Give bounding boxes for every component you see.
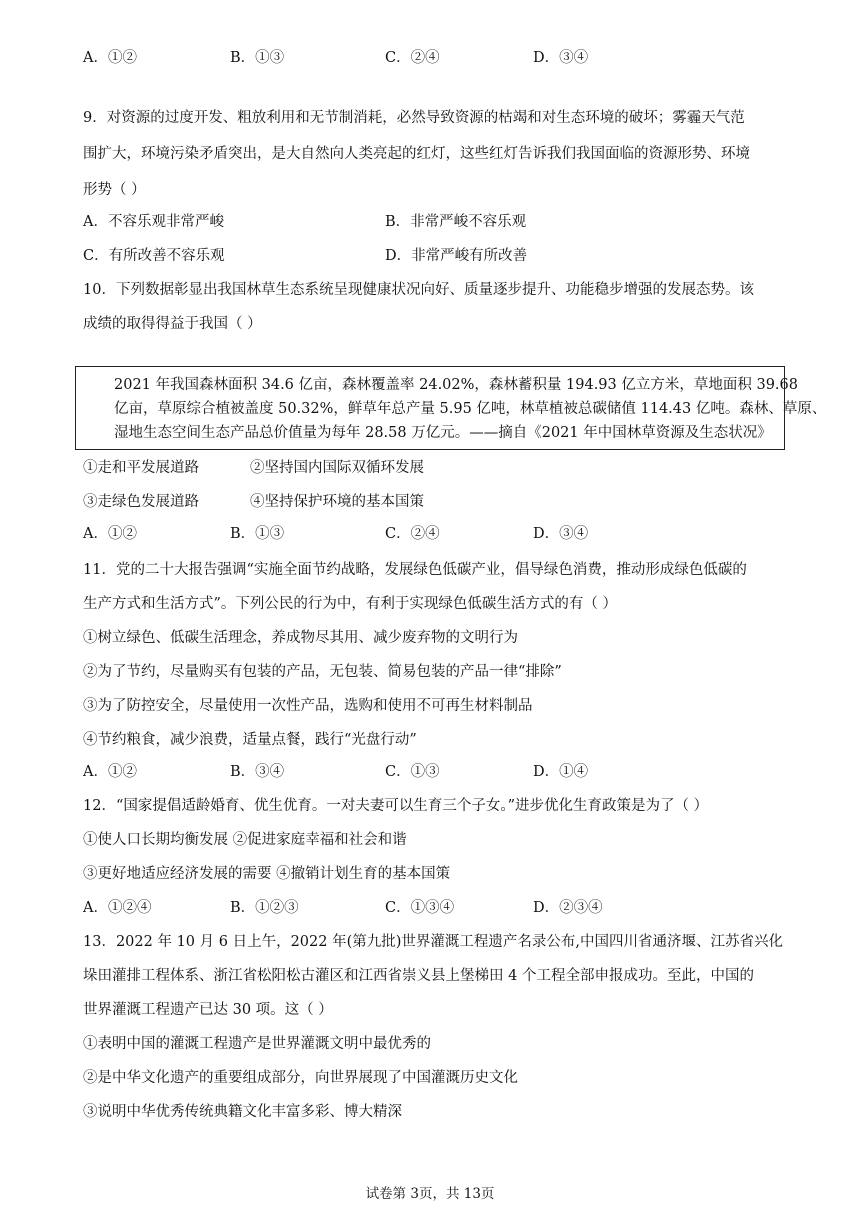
q11-option-a[interactable]: A．①② <box>83 764 137 780</box>
q8-option-a[interactable]: A．①② <box>83 50 137 66</box>
q11-item-1: ①树立绿色、低碳生活理念，养成物尽其用、减少废弃物的文明行为 <box>83 630 518 646</box>
q13-stem-line-3: 世界灌溉工程遗产已达 30 项。这（ ） <box>83 1002 333 1018</box>
q9-option-a[interactable]: A．不容乐观非常严峻 <box>83 214 224 230</box>
q12-item-line-2: ③更好地适应经济发展的需要 ④撤销计划生育的基本国策 <box>83 866 451 882</box>
q8-option-b[interactable]: B．①③ <box>230 50 285 66</box>
q10-material-box <box>75 366 827 450</box>
q10-item-3: ③走绿色发展道路 <box>83 494 199 510</box>
q10-option-b[interactable]: B．①③ <box>230 526 285 542</box>
q13-item-1: ①表明中国的灌溉工程遗产是世界灌溉文明中最优秀的 <box>83 1036 431 1052</box>
q11-option-b[interactable]: B．③④ <box>230 764 285 780</box>
q9-option-b[interactable]: B．非常严峻不容乐观 <box>385 214 527 230</box>
q10-material-line-2: 亿亩，草原综合植被盖度 50.32%，鲜草年总产量 5.95 亿吨，林草植被总碳储值 114.43 亿吨。森林、草原、 <box>114 401 827 417</box>
q9-stem-line-1: 9．对资源的过度开发、粗放利用和无节制消耗，必然导致资源的枯竭和对生态环境的破坏；雾霾天气范 <box>83 110 745 126</box>
q10-option-d[interactable]: D．③④ <box>533 526 589 542</box>
q10-option-c[interactable]: C．②④ <box>385 526 440 542</box>
q11-stem-line-2: 生产方式和生活方式”。下列公民的行为中，有利于实现绿色低碳生活方式的有（ ） <box>83 596 618 612</box>
q11-option-c[interactable]: C．①③ <box>385 764 440 780</box>
q10-material-line-3: 湿地生态空间生态产品总价值量为每年 28.58 万亿元。——摘自《2021 年中国林草资源及生态状况》 <box>114 425 772 441</box>
page-footer: 试卷第 3页，共 13页 <box>365 1186 495 1202</box>
q10-material-line-1: 2021 年我国森林面积 34.6 亿亩，森林覆盖率 24.02%，森林蓄积量 194.93 亿立方米，草地面积 39.68 <box>114 377 798 393</box>
q13-item-2: ②是中华文化遗产的重要组成部分，向世界展现了中国灌溉历史文化 <box>83 1070 518 1086</box>
q13-stem-line-1: 13．2022 年 10 月 6 日上午，2022 年(第九批)世界灌溉工程遗产名录公布,中国四川省通济堰、江苏省兴化 <box>83 934 784 950</box>
q11-item-2: ②为了节约，尽量购买有包装的产品，无包装、简易包装的产品一律“排除” <box>83 664 562 680</box>
q10-option-a[interactable]: A．①② <box>83 526 137 542</box>
q11-stem-line-1: 11．党的二十大报告强调“实施全面节约战略，发展绿色低碳产业，倡导绿色消费，推动形成绿色低碳的 <box>83 562 747 578</box>
q10-item-4: ④坚持保护环境的基本国策 <box>250 494 424 510</box>
q11-option-d[interactable]: D．①④ <box>533 764 589 780</box>
q10-item-2: ②坚持国内国际双循环发展 <box>250 460 424 476</box>
q8-option-d[interactable]: D．③④ <box>533 50 589 66</box>
q11-item-4: ④节约粮食，减少浪费，适量点餐，践行“光盘行动” <box>83 732 417 748</box>
q9-option-d[interactable]: D．非常严峻有所改善 <box>385 248 528 264</box>
q12-option-c[interactable]: C．①③④ <box>385 900 455 916</box>
q9-stem-line-3: 形势（ ） <box>83 182 146 198</box>
q10-stem-line-1: 10．下列数据彰显出我国林草生态系统呈现健康状况向好、质量逐步提升、功能稳步增强的发展态势。该 <box>83 282 754 298</box>
q12-item-line-1: ①使人口长期均衡发展 ②促进家庭幸福和社会和谐 <box>83 832 407 848</box>
q8-option-c[interactable]: C．②④ <box>385 50 440 66</box>
q9-stem-line-2: 围扩大，环境污染矛盾突出，是大自然向人类亮起的红灯，这些红灯告诉我们我国面临的资源形势、环境 <box>83 146 750 162</box>
q11-item-3: ③为了防控安全，尽量使用一次性产品，选购和使用不可再生材料制品 <box>83 698 533 714</box>
q10-stem-line-2: 成绩的取得得益于我国（ ） <box>83 316 262 332</box>
q13-item-3: ③说明中华优秀传统典籍文化丰富多彩、博大精深 <box>83 1104 402 1120</box>
q9-option-c[interactable]: C．有所改善不容乐观 <box>83 248 225 264</box>
q13-stem-line-2: 垛田灌排工程体系、浙江省松阳松古灌区和江西省崇义县上堡梯田 4 个工程全部申报成功。至此，中国的 <box>83 968 754 984</box>
q12-option-d[interactable]: D．②③④ <box>533 900 603 916</box>
q12-stem-line-1: 12．“国家提倡适龄婚育、优生优育。一对夫妻可以生育三个子女。”进步优化生育政策是为了（ ） <box>83 798 709 814</box>
q10-item-1: ①走和平发展道路 <box>83 460 199 476</box>
q12-option-a[interactable]: A．①②④ <box>83 900 152 916</box>
q12-option-b[interactable]: B．①②③ <box>230 900 299 916</box>
